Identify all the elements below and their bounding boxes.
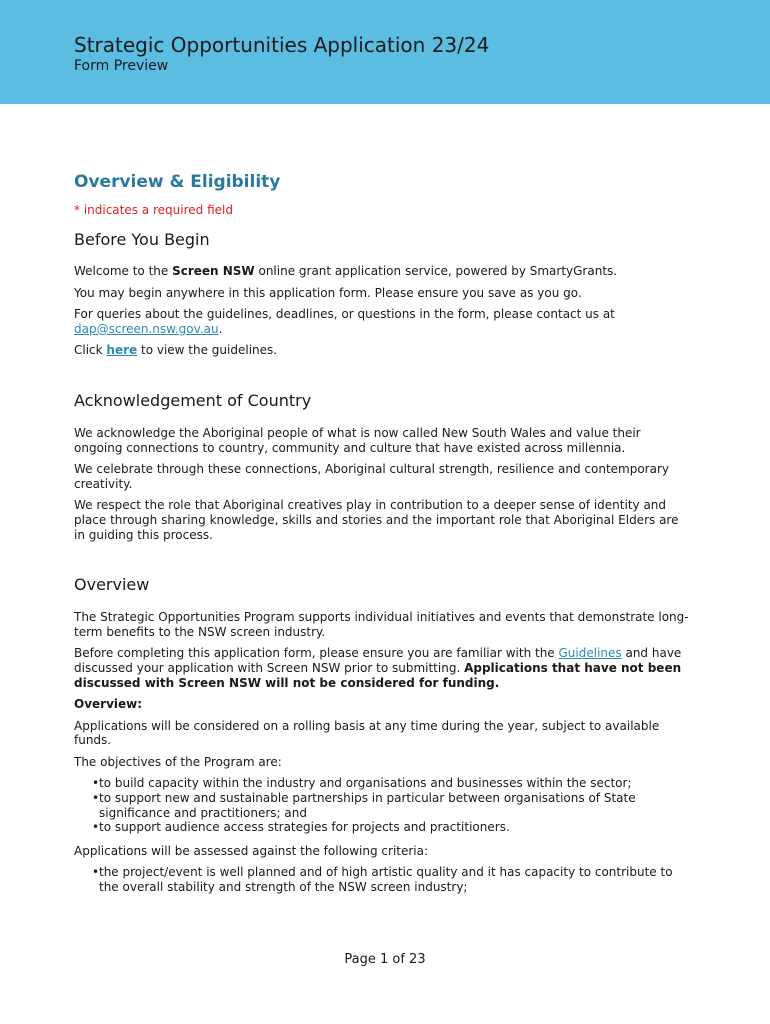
- acknowledgement-paragraph-2: We celebrate through these connections, Aboriginal cultural strength, resilience and contemporary creativity.: [74, 462, 670, 491]
- form-content: [74, 170, 689, 895]
- section-title: Overview & Eligibility: [74, 172, 281, 192]
- page-number: Page 1 of 23: [344, 952, 426, 967]
- contact-email-link[interactable]: dap@screen.nsw.gov.au: [74, 321, 219, 336]
- acknowledgement-paragraph-3: We respect the role that Aboriginal creatives play in contribution to a deeper sense of identity and place through sharing knowledge, skills and stories and the important role that Aboriginal Elders are in guiding this process.: [74, 498, 679, 542]
- guidelines-here-link[interactable]: here: [106, 343, 138, 358]
- overview-paragraph-3: Applications will be considered on a rolling basis at any time during the year, subject to available funds.: [74, 718, 660, 748]
- overview-paragraph-2: Before completing this application form, please ensure you are familiar with the Guidelines and have discussed your application with Screen NSW prior to submitting. Applications that have not been discussed with Screen NSW will not be considered for funding.: [74, 646, 682, 690]
- page-header: [0, 0, 770, 104]
- before-you-begin-heading: Before You Begin: [74, 230, 210, 249]
- overview-paragraph-1: The Strategic Opportunities Program supports individual initiatives and events that demonstrate long-term benefits to the NSW screen industry.: [74, 610, 689, 639]
- welcome-paragraph: Welcome to the Screen NSW online grant application service, powered by SmartyGrants.: [74, 264, 618, 278]
- overview-heading: Overview: [74, 575, 150, 595]
- list-item: • to support audience access strategies for projects and practitioners.: [74, 820, 689, 835]
- save-note-paragraph: You may begin anywhere in this application form. Please ensure you save as you go.: [74, 285, 582, 300]
- required-field-note: * indicates a required field: [74, 203, 233, 217]
- contact-paragraph: For queries about the guidelines, deadlines, or questions in the form, please contact us at dap@screen.nsw.gov.au.: [74, 307, 615, 336]
- form-title: Strategic Opportunities Application 23/24: [74, 33, 490, 57]
- acknowledgement-paragraph-1: We acknowledge the Aboriginal people of what is now called New South Wales and value their ongoing connections to country, community and culture that have existed across millennia.: [74, 425, 641, 455]
- screen-nsw-bold: Screen NSW: [172, 264, 255, 278]
- guidelines-link[interactable]: Guidelines: [558, 646, 622, 661]
- criteria-intro: Applications will be assessed against the following criteria:: [74, 843, 429, 858]
- overview-subheading: Overview:: [74, 697, 143, 712]
- objectives-list: [74, 776, 689, 834]
- list-item: • to support new and sustainable partnerships in particular between organisations of State significance and practitioners; and: [74, 791, 689, 820]
- objectives-intro: The objectives of the Program are:: [74, 754, 282, 769]
- criteria-list: [74, 865, 689, 894]
- discussion-warning: Applications that have not been discussed with Screen NSW will not be considered for funding.: [74, 660, 682, 690]
- list-item: • the project/event is well planned and of high artistic quality and it has capacity to contribute to the overall stability and strength of the NSW screen industry;: [74, 865, 689, 894]
- guidelines-paragraph: Click here to view the guidelines.: [74, 343, 278, 358]
- list-item: • to build capacity within the industry and organisations and businesses within the sector;: [74, 776, 689, 791]
- form-subtitle: Form Preview: [74, 58, 169, 74]
- acknowledgement-heading: Acknowledgement of Country: [74, 390, 312, 410]
